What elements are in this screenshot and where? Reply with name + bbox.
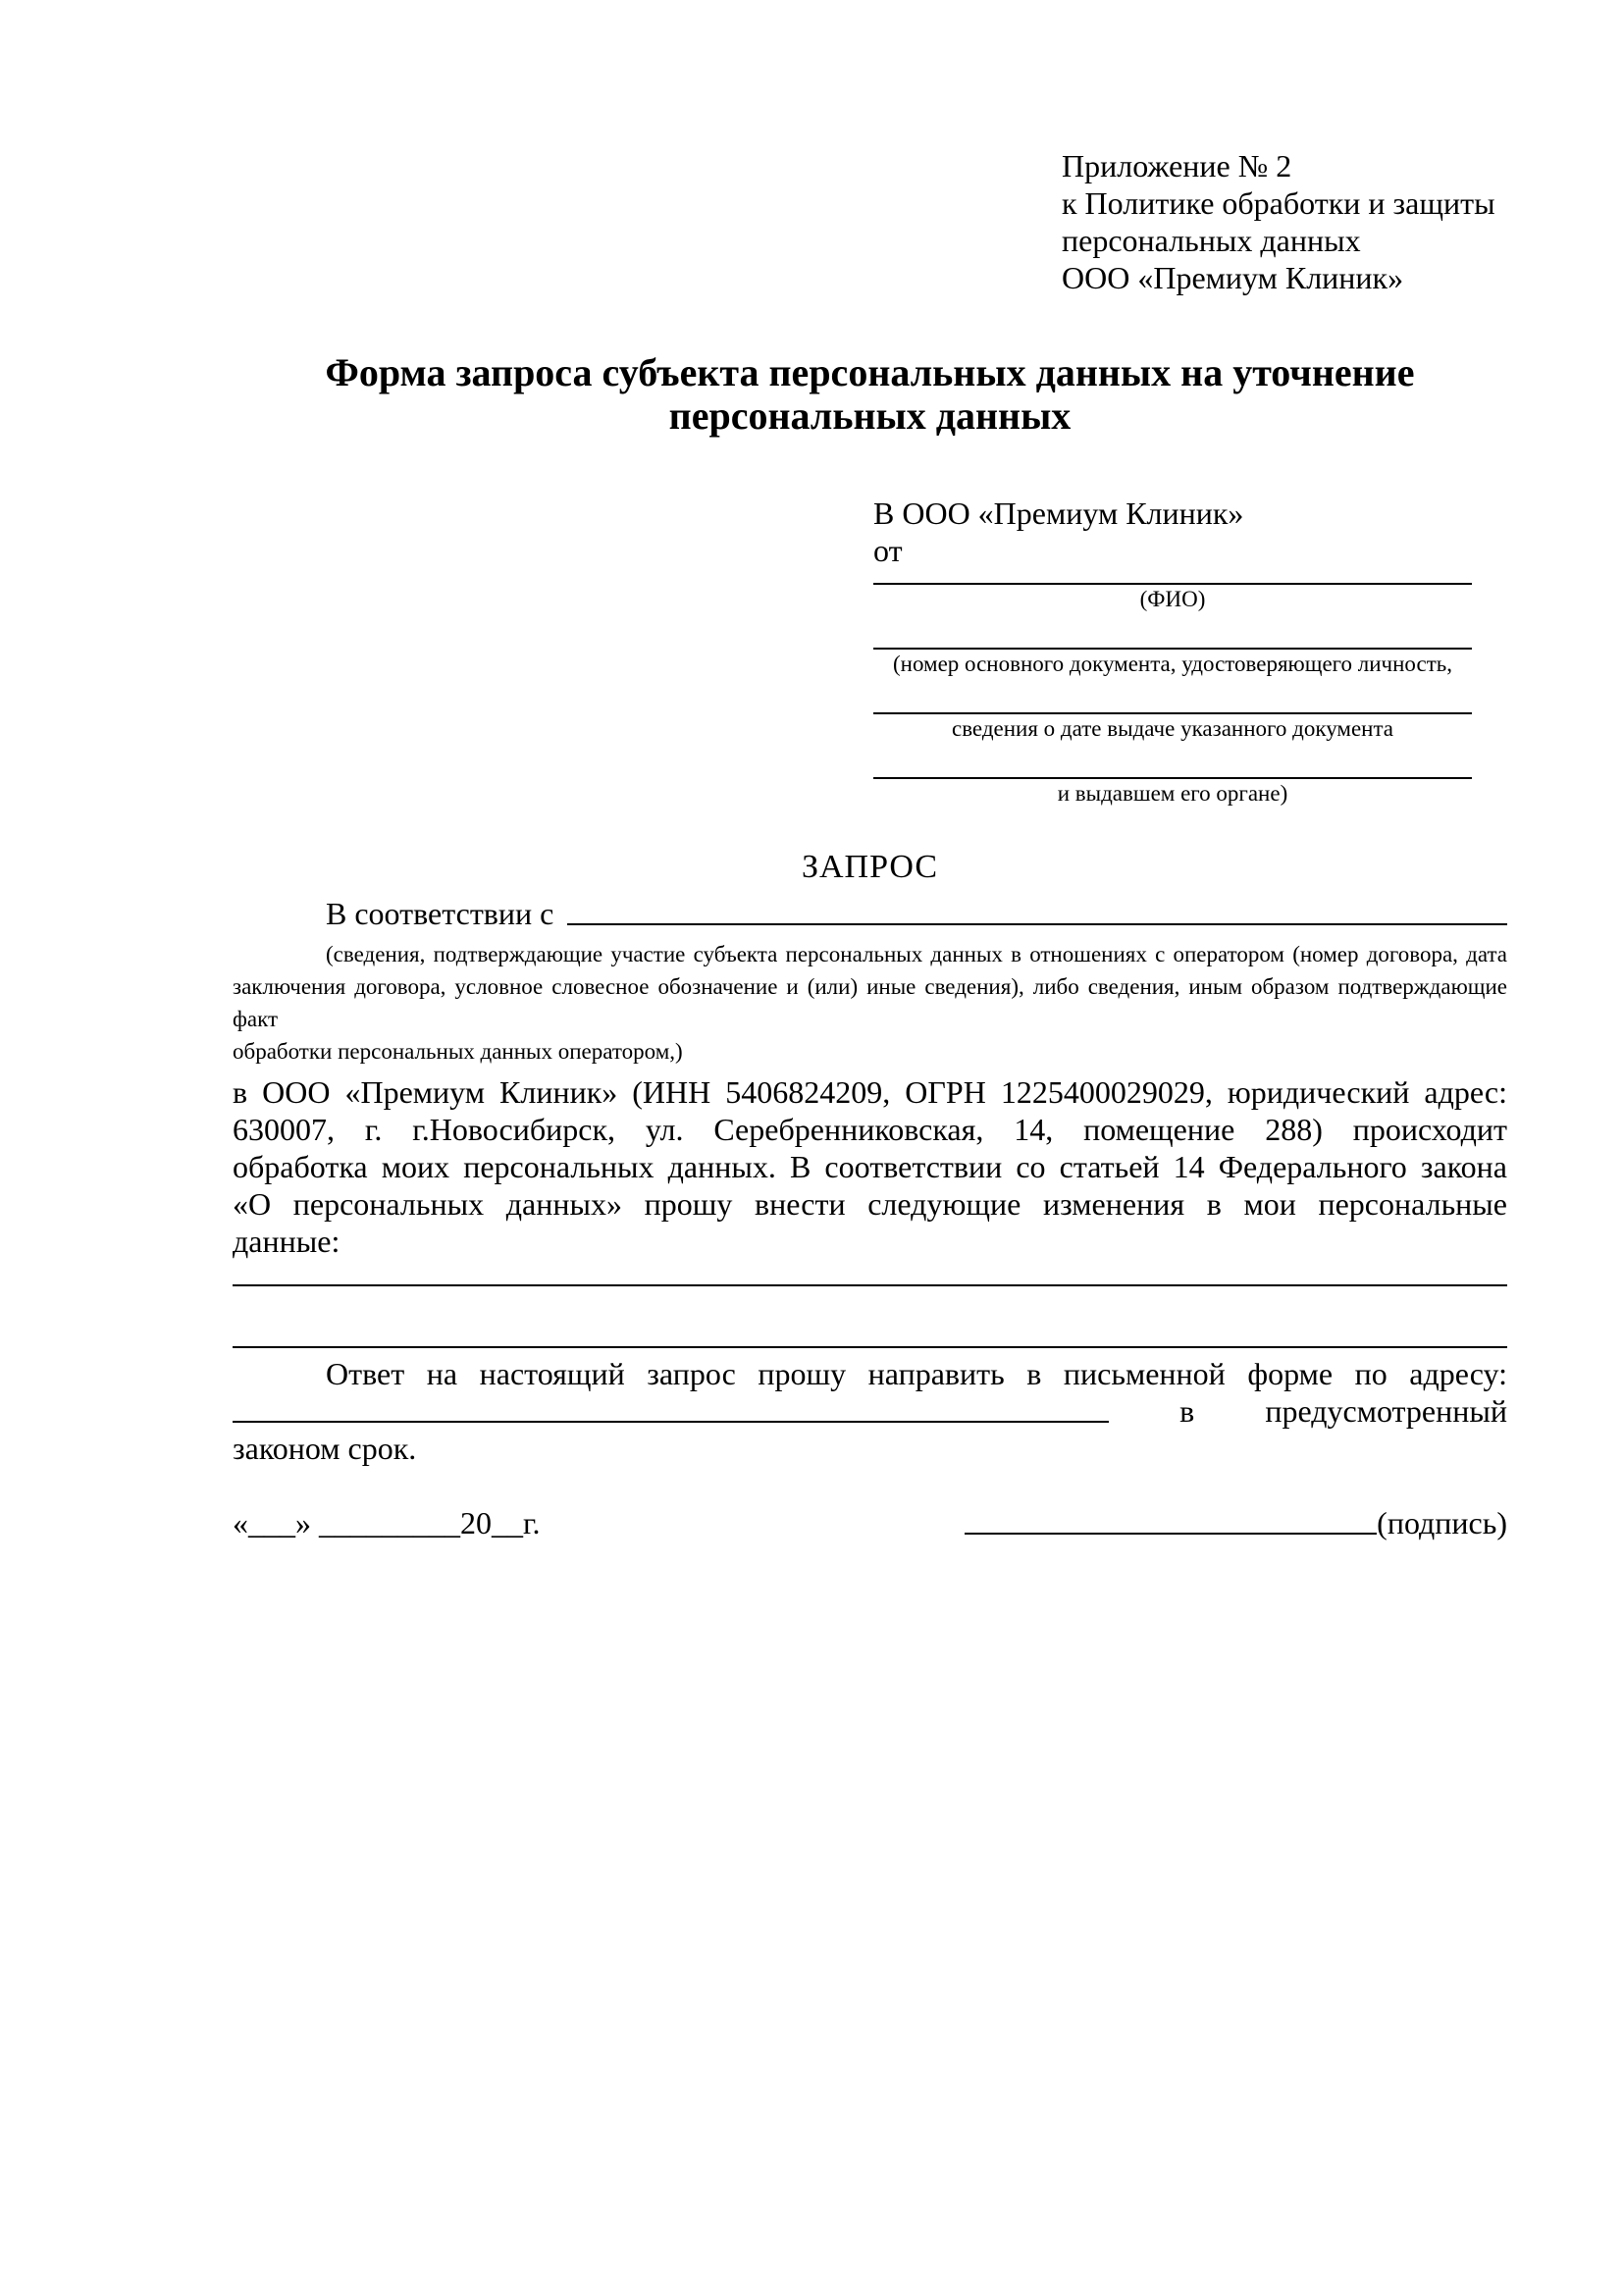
signature-caption: (подпись) xyxy=(1377,1505,1507,1540)
fill-line-issue-date xyxy=(873,706,1472,714)
body-line: «О персональных данных» прошу внести следующие изменения в мои персональные xyxy=(233,1186,1507,1222)
body-line: данные: xyxy=(233,1224,340,1259)
answer-line: законом срок. xyxy=(233,1431,417,1466)
document-title-line: Форма запроса субъекта персональных данных на уточнение xyxy=(325,350,1415,394)
appendix-line: к Политике обработки и защиты xyxy=(1062,185,1495,221)
body-line: 630007, г. г.Новосибирск, ул. Серебренниковская, 14, помещение 288) происходит xyxy=(233,1112,1507,1147)
fill-line-fio xyxy=(873,577,1472,585)
fill-line-signature xyxy=(965,1504,1377,1535)
intro-row xyxy=(233,895,1507,932)
fill-line-address xyxy=(233,1392,1109,1423)
addressee-to: В ООО «Премиум Клиник» xyxy=(873,496,1244,531)
fill-caption-issue-date: сведения о дате выдаче указанного документа xyxy=(951,716,1394,741)
signature-row xyxy=(233,1504,1507,1541)
answer-word: в xyxy=(1179,1393,1195,1429)
fill-line-basis xyxy=(567,895,1507,925)
fill-line-changes-2 xyxy=(233,1346,1507,1348)
fill-caption-document-number: (номер основного документа, удостоверяющего личность, xyxy=(892,652,1452,676)
appendix-line: ООО «Премиум Клиник» xyxy=(1062,260,1404,295)
fill-caption-issuing-authority: и выдавшем его органе) xyxy=(1057,781,1288,806)
document-title-line: персональных данных xyxy=(668,393,1072,438)
body-line: в ООО «Премиум Клиник» (ИНН 5406824209, ОГРН 1225400029029, юридический адрес: xyxy=(233,1074,1507,1110)
request-heading: ЗАПРОС xyxy=(801,849,939,885)
signature-area xyxy=(965,1504,1507,1541)
addressee-block xyxy=(873,495,1507,809)
fill-line-document-number xyxy=(873,642,1472,650)
intro-caption-line: заключения договора, условное словесное обозначение и (или) иные сведения), либо сведения, иным образом подтверждающие факт xyxy=(233,974,1507,1031)
answer-word: предусмотренный xyxy=(1265,1393,1507,1429)
intro-caption-line: (сведения, подтверждающие участие субъекта персональных данных в отношениях с оператором (номер договора, дата xyxy=(326,942,1507,966)
fill-line-changes-1 xyxy=(233,1284,1507,1286)
document-content xyxy=(233,147,1507,1541)
date-blank: «___» _________20__г. xyxy=(233,1505,541,1540)
addressee-from-label: от xyxy=(873,533,903,568)
document-title xyxy=(233,351,1507,438)
appendix-block xyxy=(1062,147,1507,296)
intro-caption xyxy=(233,938,1507,1068)
intro-caption-line: обработки персональных данных оператором,) xyxy=(233,1039,683,1064)
body-paragraph xyxy=(233,1073,1507,1260)
fill-caption-fio: (ФИО) xyxy=(1139,587,1206,611)
answer-paragraph xyxy=(233,1355,1507,1467)
answer-address-row xyxy=(233,1392,1507,1430)
appendix-line: Приложение № 2 xyxy=(1062,148,1292,183)
appendix-line: персональных данных xyxy=(1062,223,1361,258)
fill-line-issuing-authority xyxy=(873,771,1472,779)
body-line: обработка моих персональных данных. В соответствии со статьей 14 Федерального закона xyxy=(233,1149,1507,1184)
intro-prefix: В соответствии с xyxy=(326,896,554,931)
answer-line: Ответ на настоящий запрос прошу направить в письменной форме по адресу: xyxy=(326,1356,1507,1391)
